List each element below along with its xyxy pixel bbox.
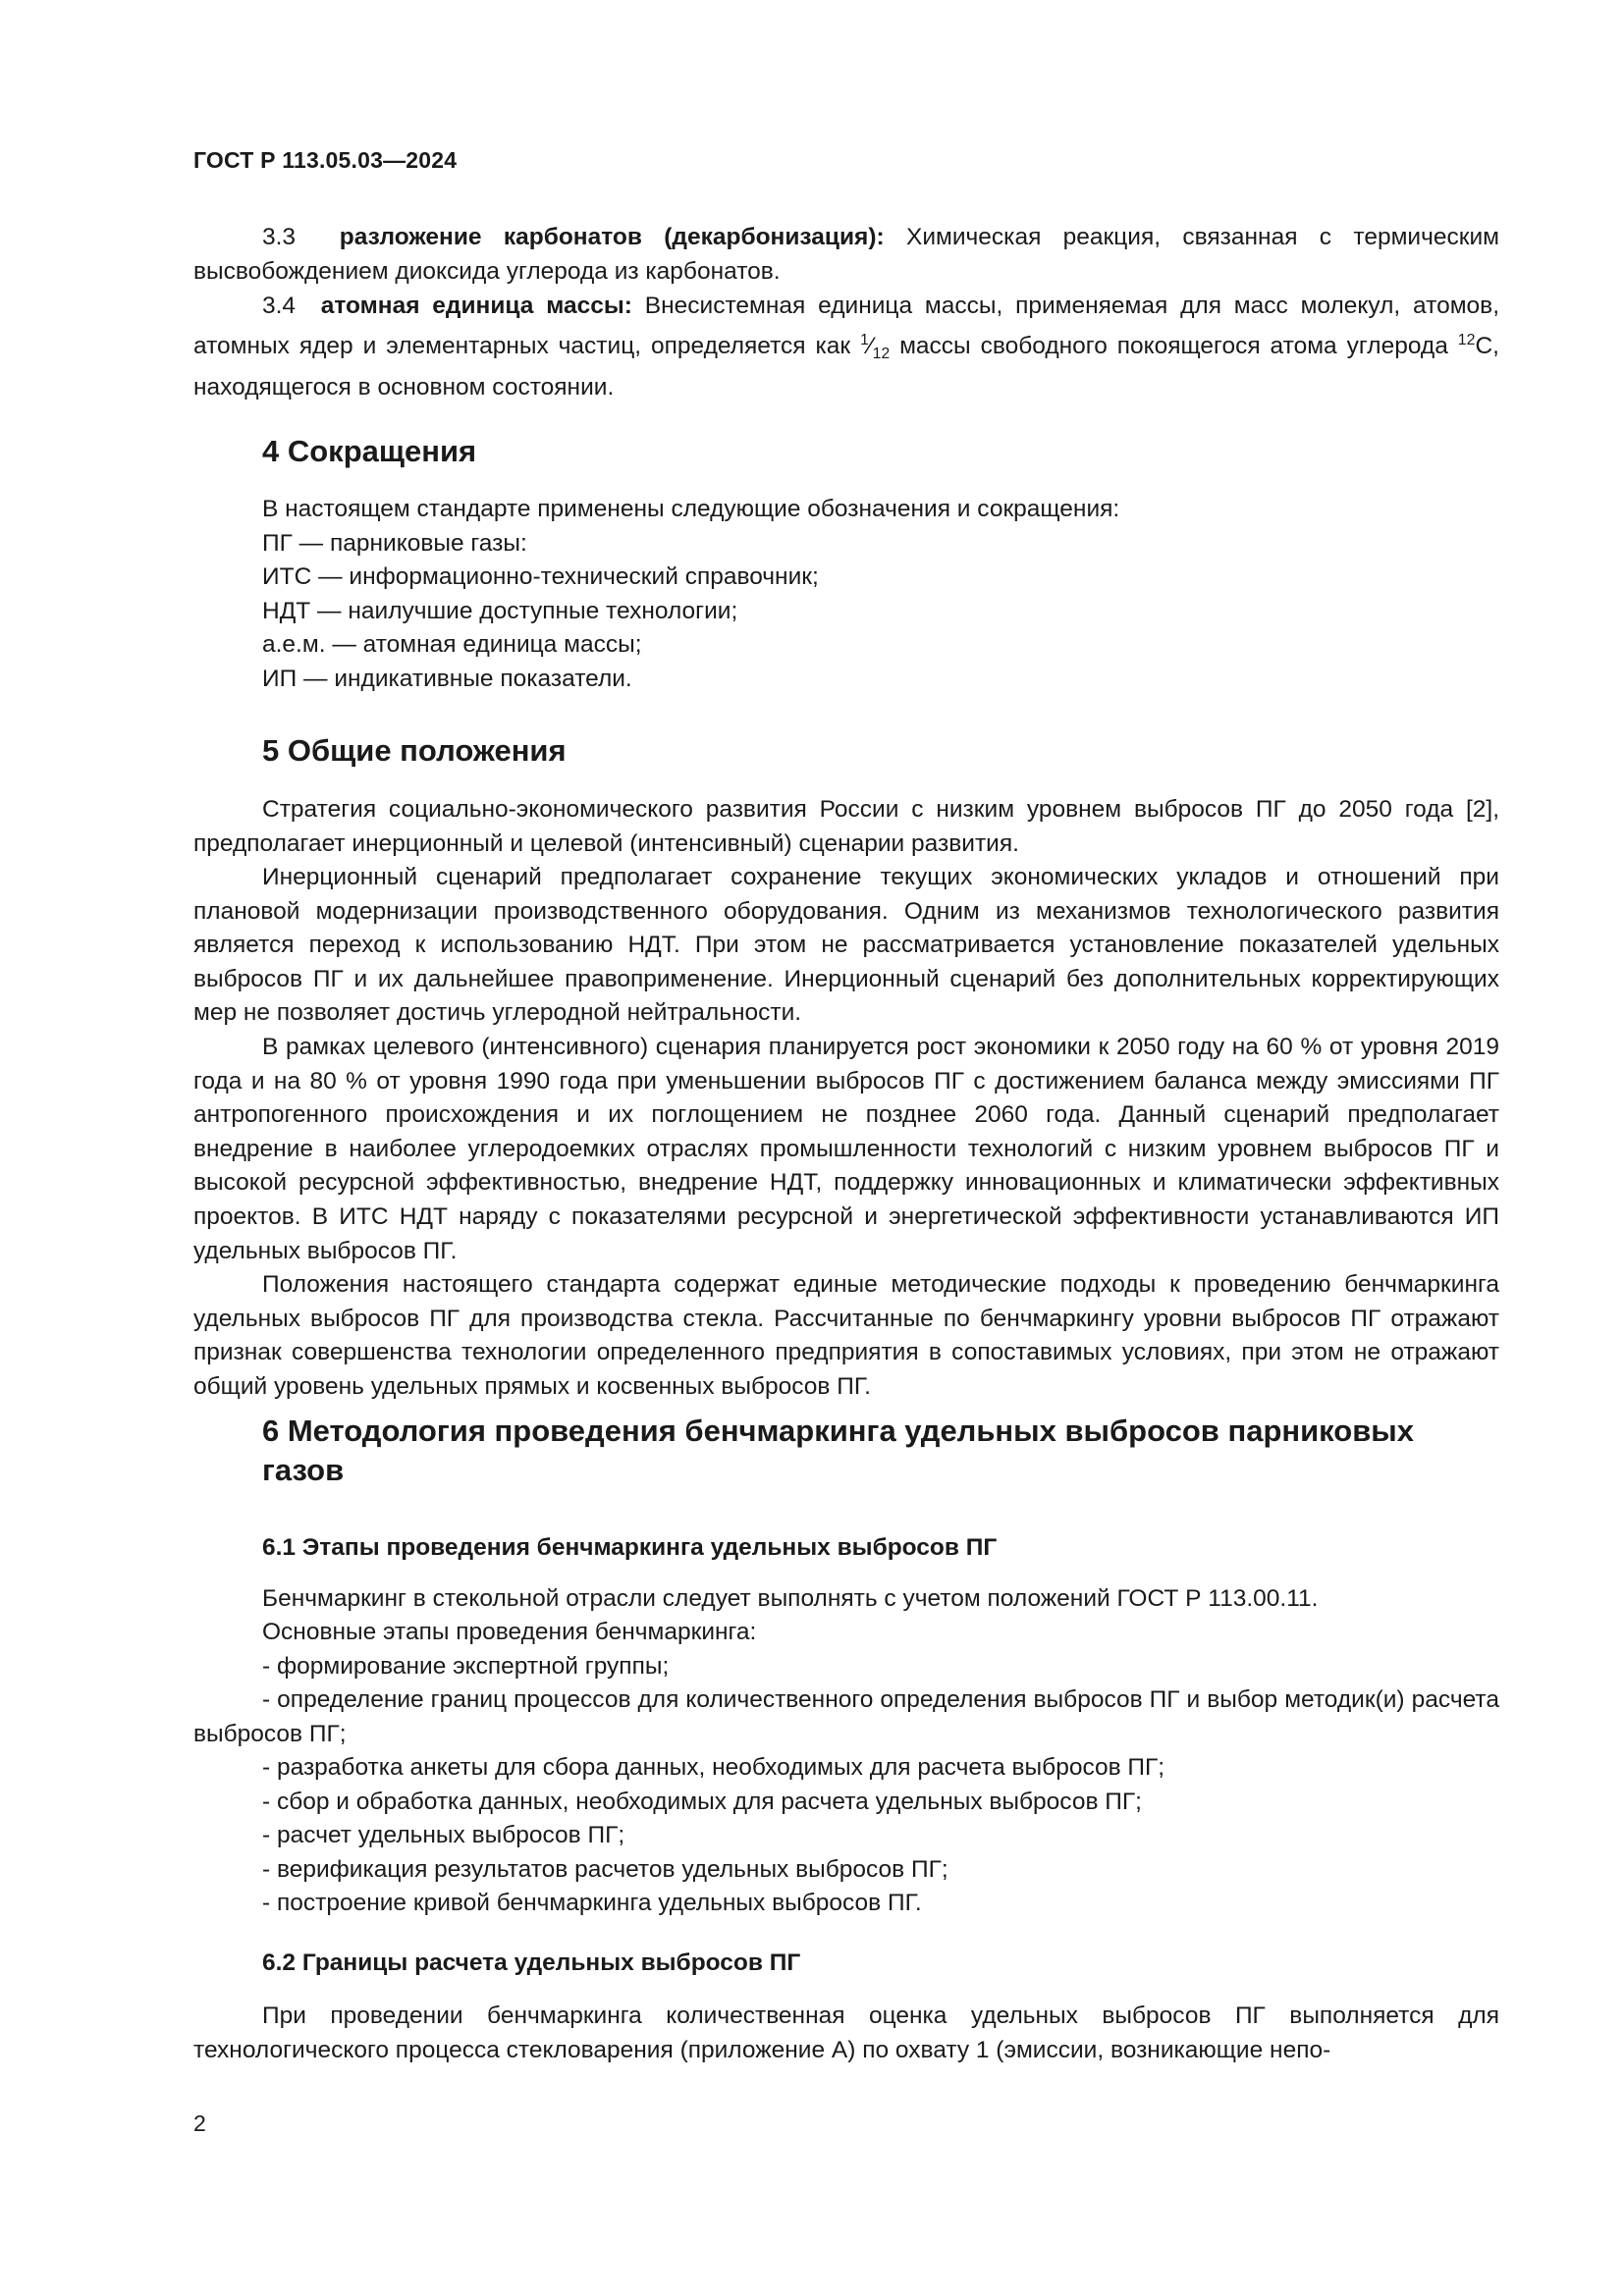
stage-list-item: - расчет удельных выбросов ПГ; xyxy=(262,1822,625,1848)
section-5-paragraph: Стратегия социально-экономического развития России с низким уровнем выбросов ПГ до 2050 года [2], предполагает инерционный и целевой (интенсивный) сценарии развития. xyxy=(193,796,1499,857)
section-5-paragraph: В рамках целевого (интенсивного) сценария планируется рост экономики к 2050 году на 60 % от уровня 2019 года и на 80 % от уровня 1990 года при уменьшении выбросов ПГ с достижением баланса между эмиссиями ПГ антропогенного происхождения и их поглощением не позднее 2060 года. Данный сценарий предполагает внедрение в наиболее углеродоемких отраслях промышленности технологий с низким уровнем выбросов ПГ и высокой ресурсной эффективностью, внедрение НДТ, поддержку инновационных и климатически эффективных проектов. В ИТС НДТ наряду с показателями ресурсной и энергетической эффективности устанавливаются ИП удельных выбросов ПГ. xyxy=(193,1034,1499,1264)
stage-list-item: - построение кривой бенчмаркинга удельных выбросов ПГ. xyxy=(262,1890,922,1916)
isotope-mass-number: 12 xyxy=(1457,331,1476,348)
clause-3-4: 3.4 атомная единица массы: Внесистемная единица массы, применяемая для масс молекул, атомов, атомных ядер и элементарных частиц, определяется как $^1⁄_{12}$ массы свободного покоящегося атома углерода $^{12}$C, находящегося в основном состоянии. xyxy=(193,293,1499,401)
abbreviation-item: ПГ — парниковые газы: xyxy=(262,530,527,557)
stage-list-item: - сбор и обработка данных, необходимых для расчета удельных выбросов ПГ; xyxy=(262,1789,1142,1815)
clause-number: 3.4 xyxy=(262,293,297,319)
fraction: $^1⁄_{12}$ xyxy=(860,331,891,362)
document-code-header: ГОСТ Р 113.05.03—2024 xyxy=(193,147,458,173)
definition-text: Внесистемная единица массы, применяемая для масс молекул, атомов, атомных ядер и элементарных частиц, определяется как xyxy=(193,293,1499,359)
abbreviation-item: ИП — индикативные показатели. xyxy=(262,666,632,692)
section-4-title: 4 Сокращения xyxy=(262,434,477,468)
stage-list-item: - верификация результатов расчетов удельных выбросов ПГ; xyxy=(262,1856,948,1883)
section-6-title: 6 Методология проведения бенчмаркинга удельных выбросов парниковых газов xyxy=(262,1414,1414,1487)
stage-list-item: - определение границ процессов для количественного определения выбросов ПГ и выбор методик(и) расчета выбросов ПГ; xyxy=(193,1686,1499,1747)
abbreviation-item: НДТ — наилучшие доступные технологии; xyxy=(262,598,738,624)
clause-3-3 xyxy=(193,221,1499,289)
abbreviation-item: ИТС — информационно-технический справочник; xyxy=(262,563,819,590)
subsection-6-2-title: 6.2 Границы расчета удельных выбросов ПГ xyxy=(262,1949,801,1976)
term-label: разложение карбонатов (декарбонизация): xyxy=(339,224,885,250)
definition-text: Химическая реакция, связанная с термическим высвобождением диоксида углерода из карбонатов. xyxy=(193,224,1499,285)
subsection-6-1-title: 6.1 Этапы проведения бенчмаркинга удельных выбросов ПГ xyxy=(262,1534,998,1561)
clause-number: 3.3 xyxy=(262,224,297,250)
section-5-title: 5 Общие положения xyxy=(262,733,567,768)
subsection-6-2-paragraph: При проведении бенчмаркинга количественная оценка удельных выбросов ПГ выполняется для технологического процесса стекловарения (приложение А) по охвату 1 (эмиссии, возникающие непо- xyxy=(193,2002,1499,2063)
term-label: атомная единица массы: xyxy=(320,293,632,319)
page-number: 2 xyxy=(193,2110,206,2136)
subsection-6-1-paragraph: Основные этапы проведения бенчмаркинга: xyxy=(262,1619,757,1645)
abbreviation-item: а.е.м. — атомная единица массы; xyxy=(262,631,642,658)
abbreviations-intro: В настоящем стандарте применены следующие обозначения и сокращения: xyxy=(262,496,1120,522)
section-5-paragraph: Инерционный сценарий предполагает сохранение текущих экономических укладов и отношений при плановой модернизации производственного оборудования. Одним из механизмов технологического развития является переход к использованию НДТ. При этом не рассматривается установление показателей удельных выбросов ПГ и их дальнейшее правоприменение. Инерционный сценарий без дополнительных корректирующих мер не позволяет достичь углеродной нейтральности. xyxy=(193,864,1499,1027)
section-5-paragraph: Положения настоящего стандарта содержат единые методические подходы к проведению бенчмаркинга удельных выбросов ПГ для производства стекла. Рассчитанные по бенчмаркингу уровни выбросов ПГ отражают признак совершенства технологии определенного предприятия в сопоставимых условиях, при этом не отражают общий уровень удельных прямых и косвенных выбросов ПГ. xyxy=(193,1271,1499,1400)
subsection-6-1-paragraph: Бенчмаркинг в стекольной отрасли следует выполнять с учетом положений ГОСТ Р 113.00.11. xyxy=(262,1585,1319,1612)
stage-list-item: - разработка анкеты для сбора данных, необходимых для расчета выбросов ПГ; xyxy=(262,1754,1165,1781)
stage-list-item: - формирование экспертной группы; xyxy=(262,1653,670,1680)
